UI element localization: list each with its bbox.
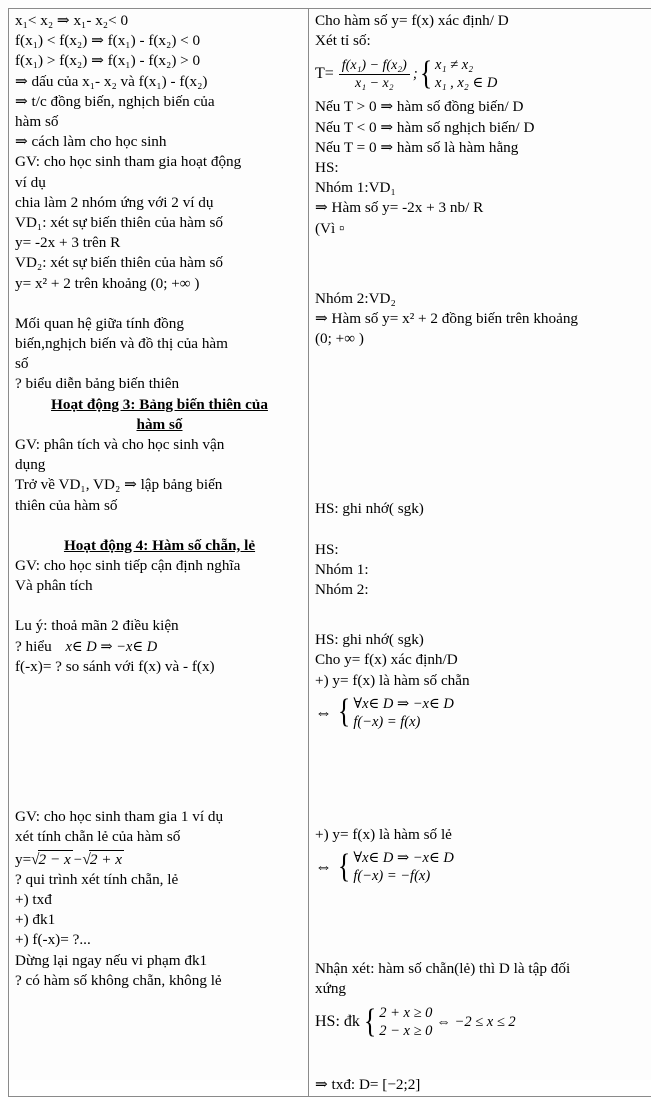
left-line-03: f(x₁) > f(x₂) ⇒ f(x₁) - f(x₂) > 0 (15, 51, 304, 71)
right-line-20: +) y= f(x) là hàm số chẵn (315, 671, 651, 691)
right-line-08: Nhóm 1:VD₁ (315, 178, 651, 198)
domain-condition-1: 2 + x ≥ 0 (379, 1004, 432, 1022)
left-line-34: ? qui trình xét tính chẵn, lẻ (15, 870, 304, 890)
left-brace-icon-odd: { (338, 853, 350, 882)
left-line-18: ? biểu diễn bảng biến thiên (15, 374, 304, 394)
left-line-15: Mối quan hệ giữa tính đồng (15, 314, 304, 334)
left-line-36: +) đk1 (15, 910, 304, 930)
left-line-10: chia làm 2 nhóm ứng với 2 ví dụ (15, 193, 304, 213)
ratio-condition-rows (435, 56, 497, 92)
right-spacer-24 (315, 1045, 651, 1065)
left-line-13: VD₂: xét sự biến thiên của hàm số (15, 253, 304, 273)
left-spacer-8 (15, 757, 304, 777)
right-line-12: ⇒ Hàm số y= x² + 2 đồng biến trên khoảng (315, 309, 651, 329)
domain-condition-rows (379, 1004, 432, 1040)
left-line-11: VD₁: xét sự biến thiên của hàm số (15, 213, 304, 233)
right-line-09: ⇒ Hàm số y= -2x + 3 nb/ R (315, 198, 651, 218)
left-line-38: Dừng lại ngay nếu vi phạm đk1 (15, 951, 304, 971)
left-line-17: số (15, 354, 304, 374)
ratio-separator: ; (413, 64, 418, 84)
even-function-definition (315, 691, 651, 735)
right-spacer-22 (315, 929, 651, 949)
odd-function-conditions (336, 849, 454, 885)
even-condition-2: f(−x) = f(x) (353, 713, 453, 731)
ratio-condition-1: x₁ ≠ x₂ (435, 56, 497, 74)
right-line-10: (Vì ▫ (315, 219, 651, 239)
domain-condition-2: 2 − x ≥ 0 (379, 1022, 432, 1040)
ratio-condition-2: x₁ , x₂ ∈ D (435, 74, 497, 92)
left-line-21: GV: phân tích và cho học sinh vận (15, 435, 304, 455)
left-line-06: hàm số (15, 112, 304, 132)
left-line-24: thiên của hàm số (15, 496, 304, 516)
radical-body-1: 2 − x (38, 850, 73, 868)
right-spacer-10 (315, 469, 651, 489)
ratio-label: T= (315, 64, 334, 84)
left-spacer-10 (15, 797, 304, 807)
right-spacer-9 (315, 449, 651, 469)
right-spacer-15 (315, 735, 651, 755)
left-line-12: y= -2x + 3 trên R (15, 233, 304, 253)
right-spacer-21 (315, 909, 651, 929)
left-line-29-label: ? hiểu (15, 638, 52, 655)
right-spacer-16 (315, 755, 651, 775)
right-line-06: Nếu T = 0 ⇒ hàm số là hàm hằng (315, 138, 651, 158)
right-line-27: ⇒ txđ: D= [−2;2] (315, 1075, 651, 1095)
even-condition-1: ∀x∈ D ⇒ −x∈ D (353, 695, 453, 713)
right-line-01: Cho hàm số y= f(x) xác định/ D (315, 11, 651, 31)
left-spacer-6 (15, 717, 304, 737)
right-line-02: Xét tỉ số: (315, 31, 651, 51)
right-line-04: Nếu T > 0 ⇒ hàm số đồng biến/ D (315, 97, 651, 117)
left-line-35: +) txđ (15, 890, 304, 910)
right-spacer-25 (315, 1065, 651, 1075)
right-spacer-19 (315, 815, 651, 825)
left-line-29 (15, 637, 304, 657)
right-spacer-11 (315, 489, 651, 499)
formula-minus: − (73, 852, 83, 868)
right-spacer-6 (315, 389, 651, 409)
left-spacer-1 (15, 294, 304, 314)
odd-function-definition (315, 845, 651, 889)
right-spacer-13 (315, 600, 651, 620)
right-line-18: HS: ghi nhớ( sgk) (315, 630, 651, 650)
left-line-01: x₁< x₂ ⇒ x₁- x₂< 0 (15, 11, 304, 31)
left-line-07: ⇒ cách làm cho học sinh (15, 132, 304, 152)
right-spacer-23 (315, 949, 651, 959)
right-spacer-20 (315, 889, 651, 909)
right-spacer-8 (315, 429, 651, 449)
radical-1 (31, 850, 73, 870)
left-spacer-5 (15, 697, 304, 717)
right-line-05: Nếu T < 0 ⇒ hàm số nghịch biến/ D (315, 118, 651, 138)
left-line-39: ? có hàm số không chẵn, không lẻ (15, 971, 304, 991)
left-line-08: GV: cho học sinh tham gia hoạt động (15, 152, 304, 172)
table-row (9, 9, 651, 1097)
right-line-15: HS: (315, 540, 651, 560)
right-spacer-5 (315, 369, 651, 389)
left-line-22: dụng (15, 455, 304, 475)
odd-condition-2: f(−x) = −f(x) (353, 867, 453, 885)
right-spacer-3 (315, 279, 651, 289)
left-line-05: ⇒ t/c đồng biến, nghịch biến của (15, 92, 304, 112)
left-brace-icon: { (420, 60, 432, 89)
radical-2 (83, 850, 125, 870)
heading-activity-3-line2: hàm số (15, 415, 304, 435)
right-spacer-1 (315, 239, 651, 259)
left-spacer-9 (15, 777, 304, 797)
left-line-02: f(x₁) < f(x₂) ⇒ f(x₁) - f(x₂) < 0 (15, 31, 304, 51)
heading-activity-4: Hoạt động 4: Hàm số chẵn, lẻ (15, 536, 304, 556)
left-line-23: Trở về VD₁, VD₂ ⇒ lập bảng biến (15, 475, 304, 495)
even-function-conditions (336, 695, 454, 731)
domain-condition-label: HS: đk (315, 1012, 360, 1032)
heading-activity-3-line1: Hoạt động 3: Bảng biến thiên của (15, 395, 304, 415)
left-line-32: xét tính chẵn lẻ của hàm số (15, 827, 304, 847)
left-line-14: y= x² + 2 trên khoảng (0; +∞ ) (15, 274, 304, 294)
iff-symbol-even: ⇔ (315, 703, 332, 723)
formula-y-equals: y= (15, 851, 31, 868)
left-line-09: ví dụ (15, 173, 304, 193)
right-line-11: Nhóm 2:VD₂ (315, 289, 651, 309)
right-spacer-17 (315, 775, 651, 795)
domain-conditions (362, 1004, 433, 1040)
domain-condition-result: ⇔ −2 ≤ x ≤ 2 (436, 1012, 515, 1032)
left-brace-icon-domain: { (364, 1008, 376, 1037)
left-line-28: Lu ý: thoả mãn 2 điều kiện (15, 616, 304, 636)
radical-sign-2: √ (83, 851, 91, 868)
ratio-denominator: x₁ − x₂ (339, 75, 410, 92)
odd-condition-1: ∀x∈ D ⇒ −x∈ D (353, 849, 453, 867)
left-line-30: f(-x)= ? so sánh với f(x) và - f(x) (15, 657, 304, 677)
radical-sign-1: √ (31, 851, 39, 868)
ratio-formula (315, 51, 651, 97)
right-spacer-18 (315, 795, 651, 815)
right-line-07: HS: (315, 158, 651, 178)
left-line-04: ⇒ dấu của x₁- x₂ và f(x₁) - f(x₂) (15, 72, 304, 92)
student-activity-cell (309, 9, 651, 1097)
left-line-31: GV: cho học sinh tham gia 1 ví dụ (15, 807, 304, 827)
left-spacer-4 (15, 677, 304, 697)
right-spacer-12 (315, 520, 651, 540)
ratio-fraction (339, 57, 410, 92)
right-line-19: Cho y= f(x) xác định/D (315, 650, 651, 670)
left-line-29-math: x∈ D ⇒ −x∈ D (65, 639, 157, 655)
left-line-37: +) f(-x)= ?... (15, 930, 304, 950)
left-spacer-3 (15, 596, 304, 616)
ratio-conditions (418, 56, 498, 92)
right-line-24: Nhận xét: hàm số chẵn(lẻ) thì D là tập đối (315, 959, 651, 979)
left-line-33-formula (15, 848, 304, 870)
radical-body-2: 2 + x (89, 850, 124, 868)
right-line-16: Nhóm 1: (315, 560, 651, 580)
left-line-16: biến,nghịch biến và đồ thị của hàm (15, 334, 304, 354)
teacher-activity-cell (9, 9, 309, 1097)
left-brace-icon-even: { (338, 698, 350, 727)
left-line-27: Và phân tích (15, 576, 304, 596)
right-line-25: xứng (315, 979, 651, 999)
right-line-13: (0; +∞ ) (315, 329, 651, 349)
odd-condition-rows (353, 849, 453, 885)
right-spacer-14 (315, 620, 651, 630)
left-spacer-7 (15, 737, 304, 757)
domain-condition-formula (315, 999, 651, 1045)
right-spacer-2 (315, 259, 651, 279)
right-line-17: Nhóm 2: (315, 580, 651, 600)
left-line-26: GV: cho học sinh tiếp cận định nghĩa (15, 556, 304, 576)
even-condition-rows (353, 695, 453, 731)
right-line-14: HS: ghi nhớ( sgk) (315, 499, 651, 519)
left-spacer-2 (15, 516, 304, 536)
right-spacer-7 (315, 409, 651, 429)
iff-symbol-odd: ⇔ (315, 857, 332, 877)
right-line-22: +) y= f(x) là hàm số lẻ (315, 825, 651, 845)
right-spacer-4 (315, 349, 651, 369)
ratio-numerator: f(x₁) − f(x₂) (339, 57, 410, 75)
lesson-plan-table (8, 8, 651, 1097)
